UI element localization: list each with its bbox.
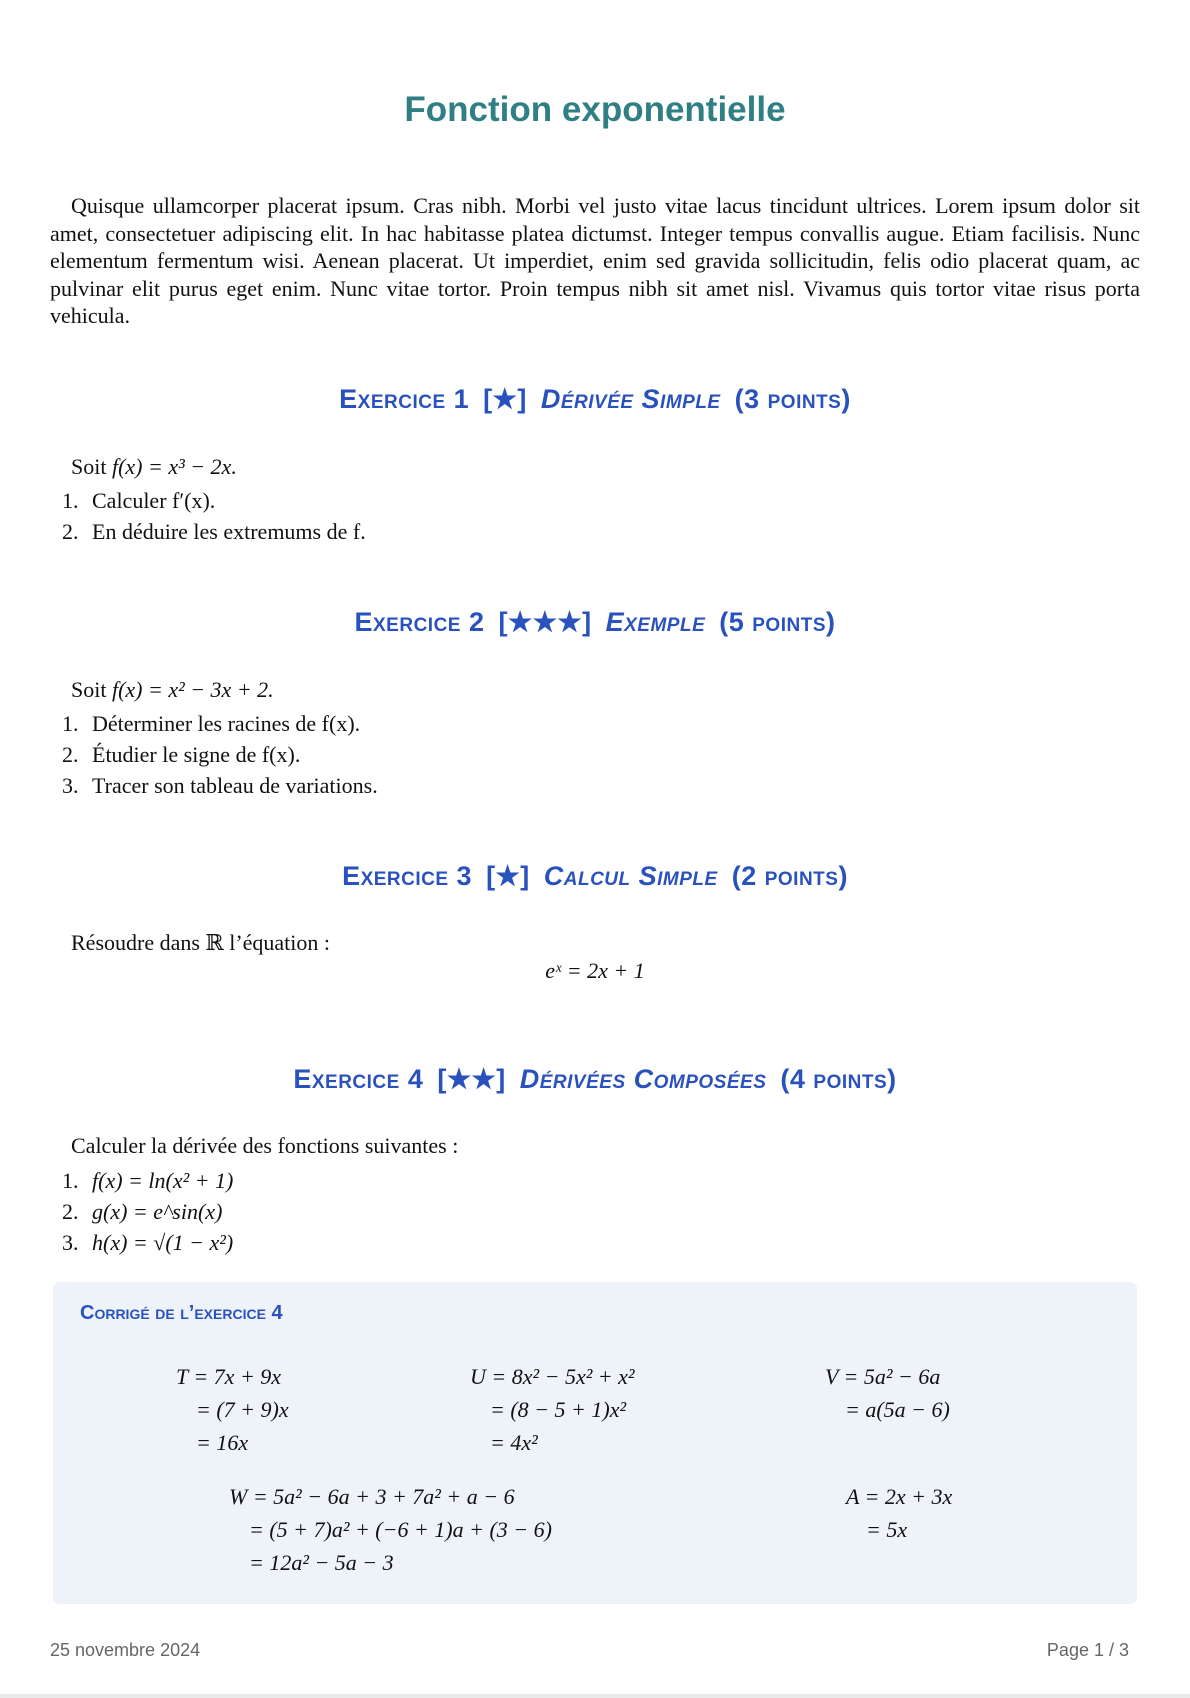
equation-W: W = 5a² − 6a + 3 + 7a² + a − 6 = (5 + 7)a² + (−6 + 1)a + (3 − 6) = 12a² − 5a − 3 xyxy=(229,1484,552,1575)
exercise-2-heading xyxy=(0,607,1190,638)
statement-formula: f(x) = x² − 3x + 2. xyxy=(111,677,274,702)
exercise-name: Calcul Simple xyxy=(543,861,718,891)
exercise-label: Exercice 3 xyxy=(342,861,473,891)
exercise-label: Exercice 4 xyxy=(293,1064,424,1094)
exercise-points: (5 points) xyxy=(719,607,836,637)
exercise-4-statement: Calculer la dérivée des fonctions suivantes : xyxy=(71,1133,459,1158)
list-item: 3. Tracer son tableau de variations. xyxy=(62,773,378,798)
equation-T: T = 7x + 9x = (7 + 9)x = 16x xyxy=(176,1364,289,1455)
exercise-3-statement: Résoudre dans ℝ l’équation : xyxy=(71,930,331,955)
exercise-1-heading xyxy=(0,384,1190,415)
exercise-1-statement: Soit f(x) = x³ − 2x. xyxy=(71,454,237,479)
exercise-4-heading xyxy=(0,1064,1190,1095)
list-item: 2. En déduire les extremums de f. xyxy=(62,519,366,544)
page-bottom-edge xyxy=(0,1694,1190,1698)
exercise-3-equation: eˣ = 2x + 1 xyxy=(545,958,645,983)
exercise-points: (4 points) xyxy=(780,1064,897,1094)
exercise-points: (2 points) xyxy=(731,861,848,891)
list-item: 2. g(x) = e^sin(x) xyxy=(62,1199,223,1224)
equation-U: U = 8x² − 5x² + x² = (8 − 5 + 1)x² = 4x² xyxy=(470,1364,635,1455)
list-item: 2. Étudier le signe de f(x). xyxy=(62,742,301,767)
exercise-3-heading xyxy=(0,861,1190,892)
exercise-name: Dérivées Composées xyxy=(519,1064,767,1094)
exercise-2-questions xyxy=(62,708,378,801)
difficulty-stars: [★★★] xyxy=(498,607,592,637)
page-title: Fonction exponentielle xyxy=(404,90,786,129)
exercise-name: Exemple xyxy=(605,607,706,637)
difficulty-stars: [★] xyxy=(483,384,527,414)
exercise-label: Exercice 1 xyxy=(339,384,470,414)
list-item: 1. Déterminer les racines de f(x). xyxy=(62,711,361,736)
exercise-points: (3 points) xyxy=(734,384,851,414)
list-item: 1. f(x) = ln(x² + 1) xyxy=(62,1168,234,1193)
difficulty-stars: [★] xyxy=(486,861,530,891)
footer-date: 25 novembre 2024 xyxy=(50,1640,201,1660)
difficulty-stars: [★★] xyxy=(437,1064,506,1094)
exercise-4-functions xyxy=(62,1165,233,1258)
statement-formula: f(x) = x³ − 2x. xyxy=(111,454,237,479)
equation-V: V = 5a² − 6a = a(5a − 6) xyxy=(825,1364,950,1422)
list-item: 3. h(x) = √(1 − x²) xyxy=(62,1230,234,1255)
exercise-label: Exercice 2 xyxy=(354,607,485,637)
exercise-1-questions xyxy=(62,485,366,547)
list-item: 1. Calculer f′(x). xyxy=(62,488,216,513)
intro-paragraph: Quisque ullamcorper placerat ipsum. Cras nibh. Morbi vel justo vitae lacus tincidunt ultrices. Lorem ipsum dolor sit amet, consectetuer adipiscing elit. In hac habitasse platea dictumst. Integer tempus convallis augue. Etiam facilisis. Nunc elementum fermentum wisi. Aenean placerat. Ut imperdiet, enim sed gravida sollicitudin, felis odio placerat quam, ac pulvinar elit purus eget enim. Nunc vitae tortor. Proin tempus nibh sit amet nisl. Vivamus quis tortor vitae risus porta vehicula. xyxy=(50,193,1140,328)
exercise-name: Dérivée Simple xyxy=(540,384,721,414)
equation-A: A = 2x + 3x = 5x xyxy=(846,1484,953,1542)
footer-page-number: Page 1 / 3 xyxy=(1046,1640,1129,1660)
exercise-2-statement: Soit f(x) = x² − 3x + 2. xyxy=(71,677,274,702)
solution-title: Corrigé de l’exercice 4 xyxy=(80,1302,283,1324)
